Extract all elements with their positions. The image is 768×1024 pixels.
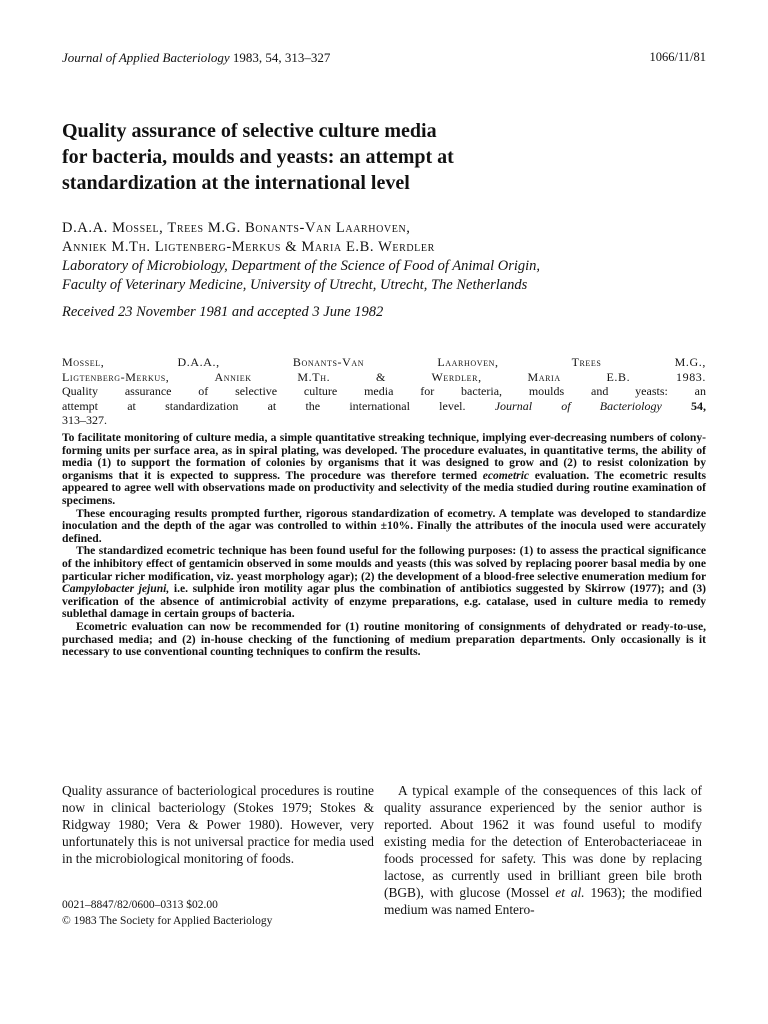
abstract-term: ecometric [482,468,530,482]
body-text: 1963); the modified medium was named Entero- [384,885,702,917]
citation-line [62,399,706,414]
abstract-paragraph: These encouraging results prompted further, rigorous standardization of ecometry. A template was developed to standardize inoculation and the depth of the agar was controlled to within ±10%. Finally the attributes of the inocula used were accurately defined. [62,506,706,545]
author-line: D.A.A. Mossel, Trees M.G. Bonants-Van Laarhoven, [62,220,411,236]
volume-pages: 1983, 54, 313–327 [232,50,331,65]
article-title [62,118,682,196]
citation-line: Ligtenberg-Merkus, Anniek M.Th. & Werdler, Maria E.B. 1983. [62,369,706,384]
abstract [62,432,706,659]
citation-block [62,355,706,428]
body-paragraph: Quality assurance of bacteriological procedures is routine now in clinical bacteriology (Stokes 1979; Stokes & Ridgway 1980; Vera & Power 1980). However, very unfortunately this is not universal practice for media used in the microbiological monitoring of foods. [62,783,374,866]
copyright-block [62,897,272,929]
citation-volume: 54, [691,398,707,413]
abstract-text: evaluation. The ecometric results appeared to agree well with observations made on productivity and selectivity of the media studied during routine examination of specimens. [62,468,706,507]
author-list [62,219,702,257]
title-line: for bacteria, moulds and yeasts: an attempt at [62,146,454,168]
citation-journal: Journal of Bacteriology [494,398,662,413]
journal-name: Journal of Applied Bacteriology [62,50,230,65]
citation-text: attempt at standardization at the international level. [62,398,466,413]
abstract-text: The standardized ecometric technique has been found useful for the following purposes: (1) to assess the practical significance of the inhibitory effect of gentamicin observed in some moulds and yeasts (this was solved by replacing poorer basal media by one particular richer modification, viz. yeast morphology agar); (2) the development of a blood-free selective enumeration medium for [62,544,706,583]
body-paragraph [384,782,702,918]
author-line: Anniek M.Th. Ligtenberg-Merkus & Maria E.B. Werdler [62,239,435,255]
citation-line: Quality assurance of selective culture media for bacteria, moulds and yeasts: an [62,384,706,398]
body-text: A typical example of the consequences of this lack of quality assurance experienced by the senior author is reported. About 1962 it was found useful to modify existing media for the detection of Enterobacteriaceae in foods processed for safety. This was done by replacing lactose, as currently used in brilliant green bile broth (BGB), with glucose (Mossel [384,783,702,900]
citation-line: 313–327. [62,413,107,427]
species-name: Campylobacter jejuni, [62,582,170,596]
citation-line: Mossel, D.A.A., Bonants-Van Laarhoven, Trees M.G., [62,355,706,369]
affiliation-line: Faculty of Veterinary Medicine, University of Utrecht, Utrecht, The Netherlands [62,277,528,293]
title-line: Quality assurance of selective culture media [62,120,437,142]
abstract-paragraph: Ecometric evaluation can now be recommended for (1) routine monitoring of consignments of dehydrated or ready-to-use, purchased media; and (2) in-house checking of the functioning of medium preparation departments. Only occasionally is it necessary to use conventional counting techniques to confirm the results. [62,619,706,659]
journal-citation [62,50,330,66]
et-al: et al. [555,885,585,900]
reference-code: 1066/11/81 [649,50,706,64]
body-column-left [62,782,374,867]
copyright-line: © 1983 The Society for Applied Bacteriology [62,915,273,927]
received-date: Received 23 November 1981 and accepted 3 June 1982 [62,304,384,320]
title-line: standardization at the international level [62,172,410,194]
abstract-text: To facilitate monitoring of culture media, a simple quantitative streaking technique, implying ever-decreasing numbers of colony-forming units per surface area, as in spiral plating, was developed. The procedure evaluates, in quantitative terms, the ability of media (1) to support the formation of colonies by organisms that it was designed to grow and (2) to resist colonization by organisms that it is expected to suppress. The procedure was therefore termed [62,431,706,482]
abstract-text: i.e. sulphide iron motility agar plus the combination of antibiotics suggested by Skirrow (1977); and (3) verification of the absence of antimicrobial activity of enzyme preparations, e.g. catalase, used in culture media to remedy sublethal damage in certain groups of bacteria. [62,582,706,621]
affiliation [62,257,712,295]
abstract-paragraph [62,545,706,621]
issn-line: 0021–8847/82/0600–0313 $02.00 [62,899,218,911]
affiliation-line: Laboratory of Microbiology, Department of the Science of Food of Animal Origin, [62,258,541,274]
abstract-paragraph [62,432,706,508]
body-column-right [384,782,702,918]
